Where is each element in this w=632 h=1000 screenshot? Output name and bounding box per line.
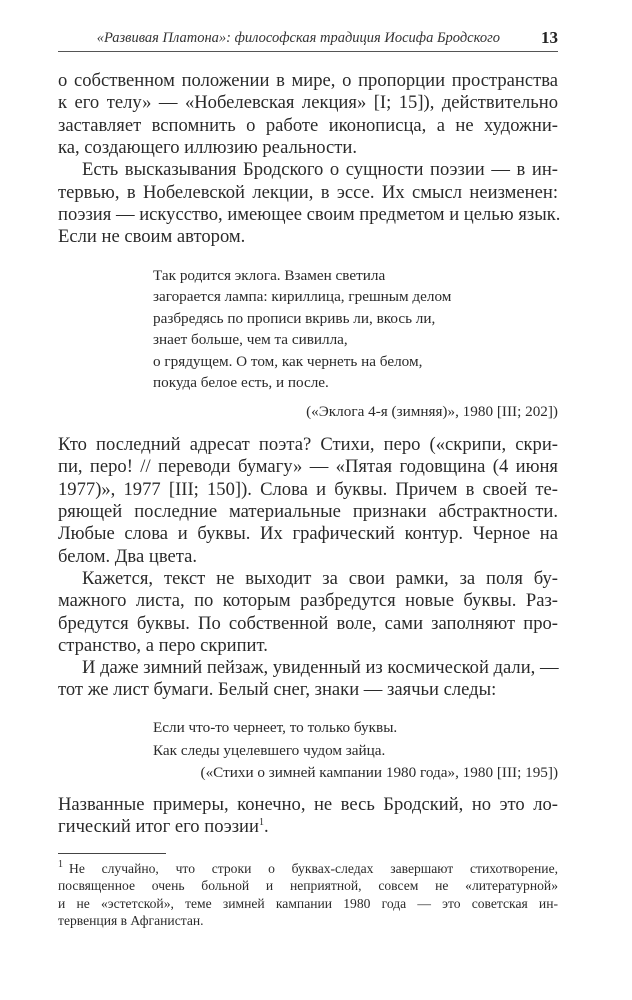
paragraph-line bbox=[58, 816, 558, 838]
verse-line: загорается лампа: кириллица, грешным делом bbox=[153, 288, 452, 305]
paragraph-line bbox=[58, 794, 558, 816]
line-text: 1977)», 1977 [III; 150]). Слова и буквы. Причем в своей те- bbox=[58, 479, 558, 500]
paragraph-line bbox=[58, 456, 558, 478]
paragraph-line bbox=[58, 679, 558, 701]
line-end: . bbox=[263, 816, 269, 837]
footnote-reference[interactable]: 1 bbox=[258, 816, 264, 828]
paragraph-line bbox=[58, 434, 558, 456]
line-text: к его телу» — «Нобелевская лекция» [I; 15]), действительно bbox=[58, 92, 558, 113]
line-text: Есть высказывания Бродского о сущности поэзии — в ин- bbox=[82, 159, 558, 180]
paragraph-line bbox=[58, 590, 558, 612]
footnote-line bbox=[58, 895, 558, 912]
footnote-line bbox=[58, 912, 558, 929]
line-text: И даже зимний пейзаж, увиденный из космической дали, — bbox=[82, 657, 559, 678]
verse-line: о грядущем. О том, как чернеть на белом, bbox=[153, 353, 423, 370]
running-header-title: «Развивая Платона»: философская традиция Иосифа Бродского bbox=[96, 30, 500, 46]
paragraph-line bbox=[58, 70, 558, 92]
paragraph-line bbox=[82, 568, 558, 590]
line-text: заставляет вспомнить о работе иконописца, а не художни- bbox=[58, 115, 558, 136]
paragraph-line bbox=[58, 501, 558, 523]
paragraph-line bbox=[58, 546, 558, 568]
paragraph-line bbox=[58, 182, 558, 204]
paragraph-line bbox=[58, 523, 558, 545]
line-text: Названные примеры, конечно, не весь Бродский, но это ло- bbox=[58, 794, 558, 815]
line-text: бредутся буквы. По собственной воле, сами заполняют про- bbox=[58, 613, 558, 634]
header-rule bbox=[58, 51, 558, 52]
paragraph-line bbox=[58, 613, 558, 635]
footnote-rule bbox=[58, 853, 166, 854]
paragraph-line bbox=[58, 226, 558, 248]
footnote-text: тервенция в Афганистан. bbox=[58, 913, 204, 928]
paragraph-line bbox=[58, 137, 558, 159]
paragraph-line bbox=[58, 92, 558, 114]
line-text: тот же лист бумаги. Белый снег, знаки — заячьи следы: bbox=[58, 679, 497, 700]
line-text: тервью, в Нобелевской лекции, в эссе. Их смысл неизменен: bbox=[58, 182, 558, 203]
verse-citation: («Эклога 4-я (зимняя)», 1980 [III; 202]) bbox=[306, 403, 558, 420]
verse-line: Если что-то чернеет, то только буквы. bbox=[153, 719, 398, 736]
line-text: о собственном положении в мире, о пропорции пространства bbox=[58, 70, 558, 91]
page-number: 13 bbox=[541, 28, 558, 47]
line-text: ряющей последние материальные признаки абстрактности. bbox=[58, 501, 558, 522]
line-text: ка, создающего иллюзию реальности. bbox=[58, 137, 358, 158]
line-text: поэзия — искусство, имеющее своим предметом и целью язык. bbox=[58, 204, 561, 225]
line-text: пи, перо! // переводи бумагу» — «Пятая годовщина (4 июня bbox=[58, 456, 558, 477]
footnote-text: Не случайно, что строки о буквах-следах завершают стихотворение, bbox=[69, 861, 558, 876]
paragraph-line bbox=[82, 657, 558, 679]
verse-line: покуда белое есть, и после. bbox=[153, 374, 329, 391]
line-text: мажного листа, по которым разбредутся новые буквы. Раз- bbox=[58, 590, 558, 611]
paragraph-line bbox=[82, 159, 558, 181]
paragraph-line bbox=[58, 635, 558, 657]
paragraph-line bbox=[58, 115, 558, 137]
verse-line: Так родится эклога. Взамен светила bbox=[153, 267, 386, 284]
verse-line: разбредясь по прописи вкривь ли, вкось ли, bbox=[153, 310, 436, 327]
footnote-line bbox=[58, 877, 558, 894]
line-text: Кажется, текст не выходит за свои рамки, за поля бу- bbox=[82, 568, 558, 589]
footnote-text: и не «эстетской», теме зимней кампании 1980 года — это советская ин- bbox=[58, 896, 558, 911]
line-text: белом. Два цвета. bbox=[58, 546, 197, 567]
paragraph-line bbox=[58, 479, 558, 501]
paragraph-line bbox=[58, 204, 561, 226]
line-text: странство, а перо скрипит. bbox=[58, 635, 268, 656]
footnote-line bbox=[58, 860, 558, 877]
footnote-text: посвященное очень больной и неприятной, совсем не «литературной» bbox=[58, 878, 558, 893]
verse-line: знает больше, чем та сивилла, bbox=[153, 331, 348, 348]
verse-citation: («Стихи о зимней кампании 1980 года», 1980 [III; 195]) bbox=[200, 764, 558, 781]
line-text: гический итог его поэзии bbox=[58, 816, 259, 837]
line-text: Любые слова и буквы. Их графический контур. Черное на bbox=[58, 523, 558, 544]
footnote-marker: 1 bbox=[58, 859, 63, 871]
line-text: Если не своим автором. bbox=[58, 226, 246, 247]
line-text: Кто последний адресат поэта? Стихи, перо («скрипи, скри- bbox=[58, 434, 558, 455]
verse-line: Как следы уцелевшего чудом зайца. bbox=[153, 742, 386, 759]
